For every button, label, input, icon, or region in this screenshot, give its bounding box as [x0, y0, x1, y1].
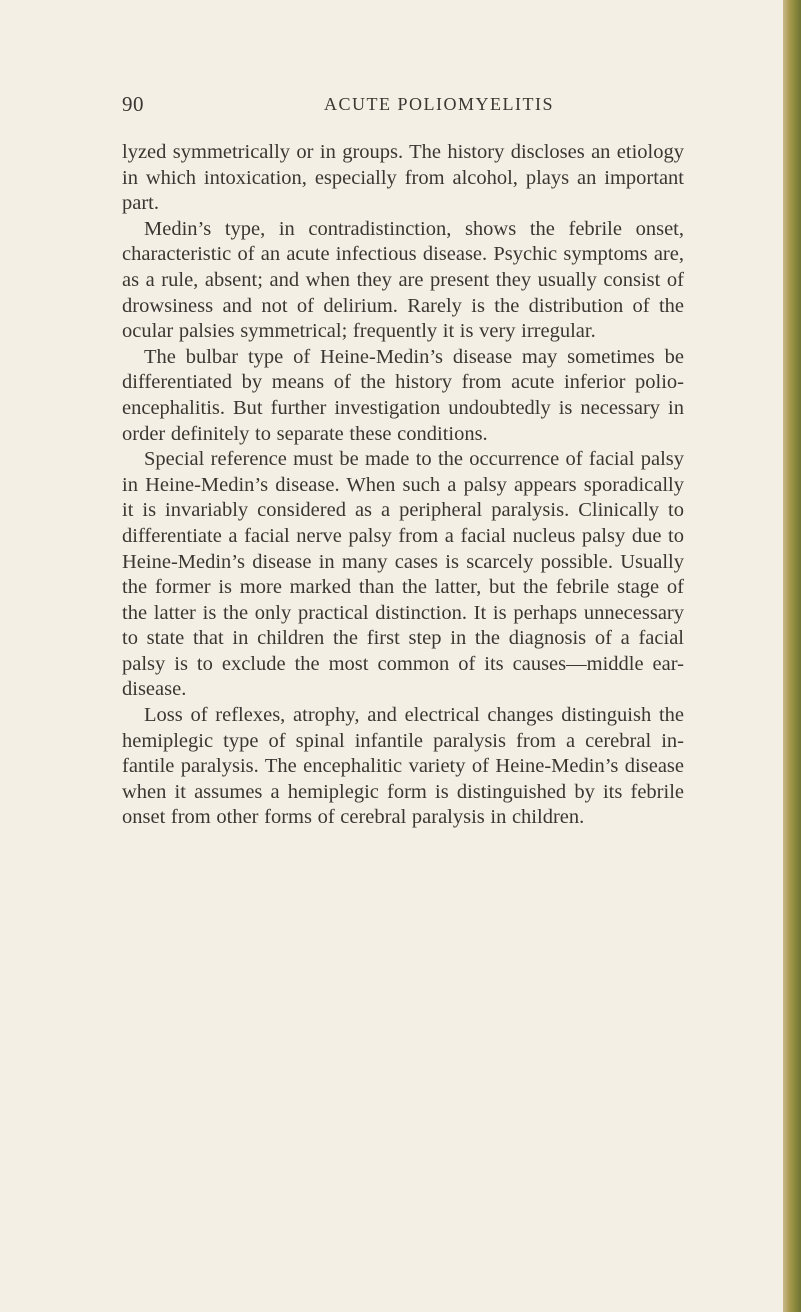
running-head: ACUTE POLIOMYELITIS	[324, 94, 554, 114]
paragraph-medin-type: Medin’s type, in contradistinction, shows the febrile onset, characteristic of an acute infectious disease. Psychic symptoms are, as a rule, absent; and when they are present they usually consist of drowsiness and not of delirium. Rarely is the distribution of the ocular palsies symmetrical; frequently it is very irregular.	[122, 217, 684, 343]
paragraph-continuation: lyzed symmetrically or in groups. The history discloses an etiology in which intoxication, especially from alcohol, plays an important part.	[122, 141, 684, 215]
paragraph-facial-palsy: Special reference must be made to the occurrence of facial palsy in Heine-Medin’s disease. When such a palsy appears sporadically it is invariably considered as a peripheral paralysis. Clinically to differentiate a facial nerve palsy from a facial nucleus palsy due to Heine-Medin’s disease in many cases is scarcely possible. Usually the former is more marked than the latter, but the febrile stage of the latter is the only practical distinction. It is perhaps unnecessary to state that in children the first step in the diagnosis of a facial palsy is to exclude the most common of its causes—middle ear-disease.	[122, 448, 684, 701]
page-number: 90	[122, 92, 144, 116]
page-header	[122, 92, 682, 122]
paragraph-bulbar-type: The bulbar type of Heine-Medin’s disease may sometimes be differentiated by means of the history from acute inferior polioencephalitis. But further investigation undoubtedly is necessary in order definitely to separate these conditions.	[122, 345, 684, 445]
page-edge	[783, 0, 801, 1312]
paragraph-hemiplegic-type: Loss of reflexes, atrophy, and electrical changes distinguish the hemiplegic type of spinal infantile paralysis from a cerebral infantile paralysis. The encephalitic variety of Heine-Medin’s disease when it assumes a hemiplegic form is distinguished by its febrile onset from other forms of cerebral paralysis in children.	[122, 704, 684, 829]
body-text	[122, 140, 684, 831]
